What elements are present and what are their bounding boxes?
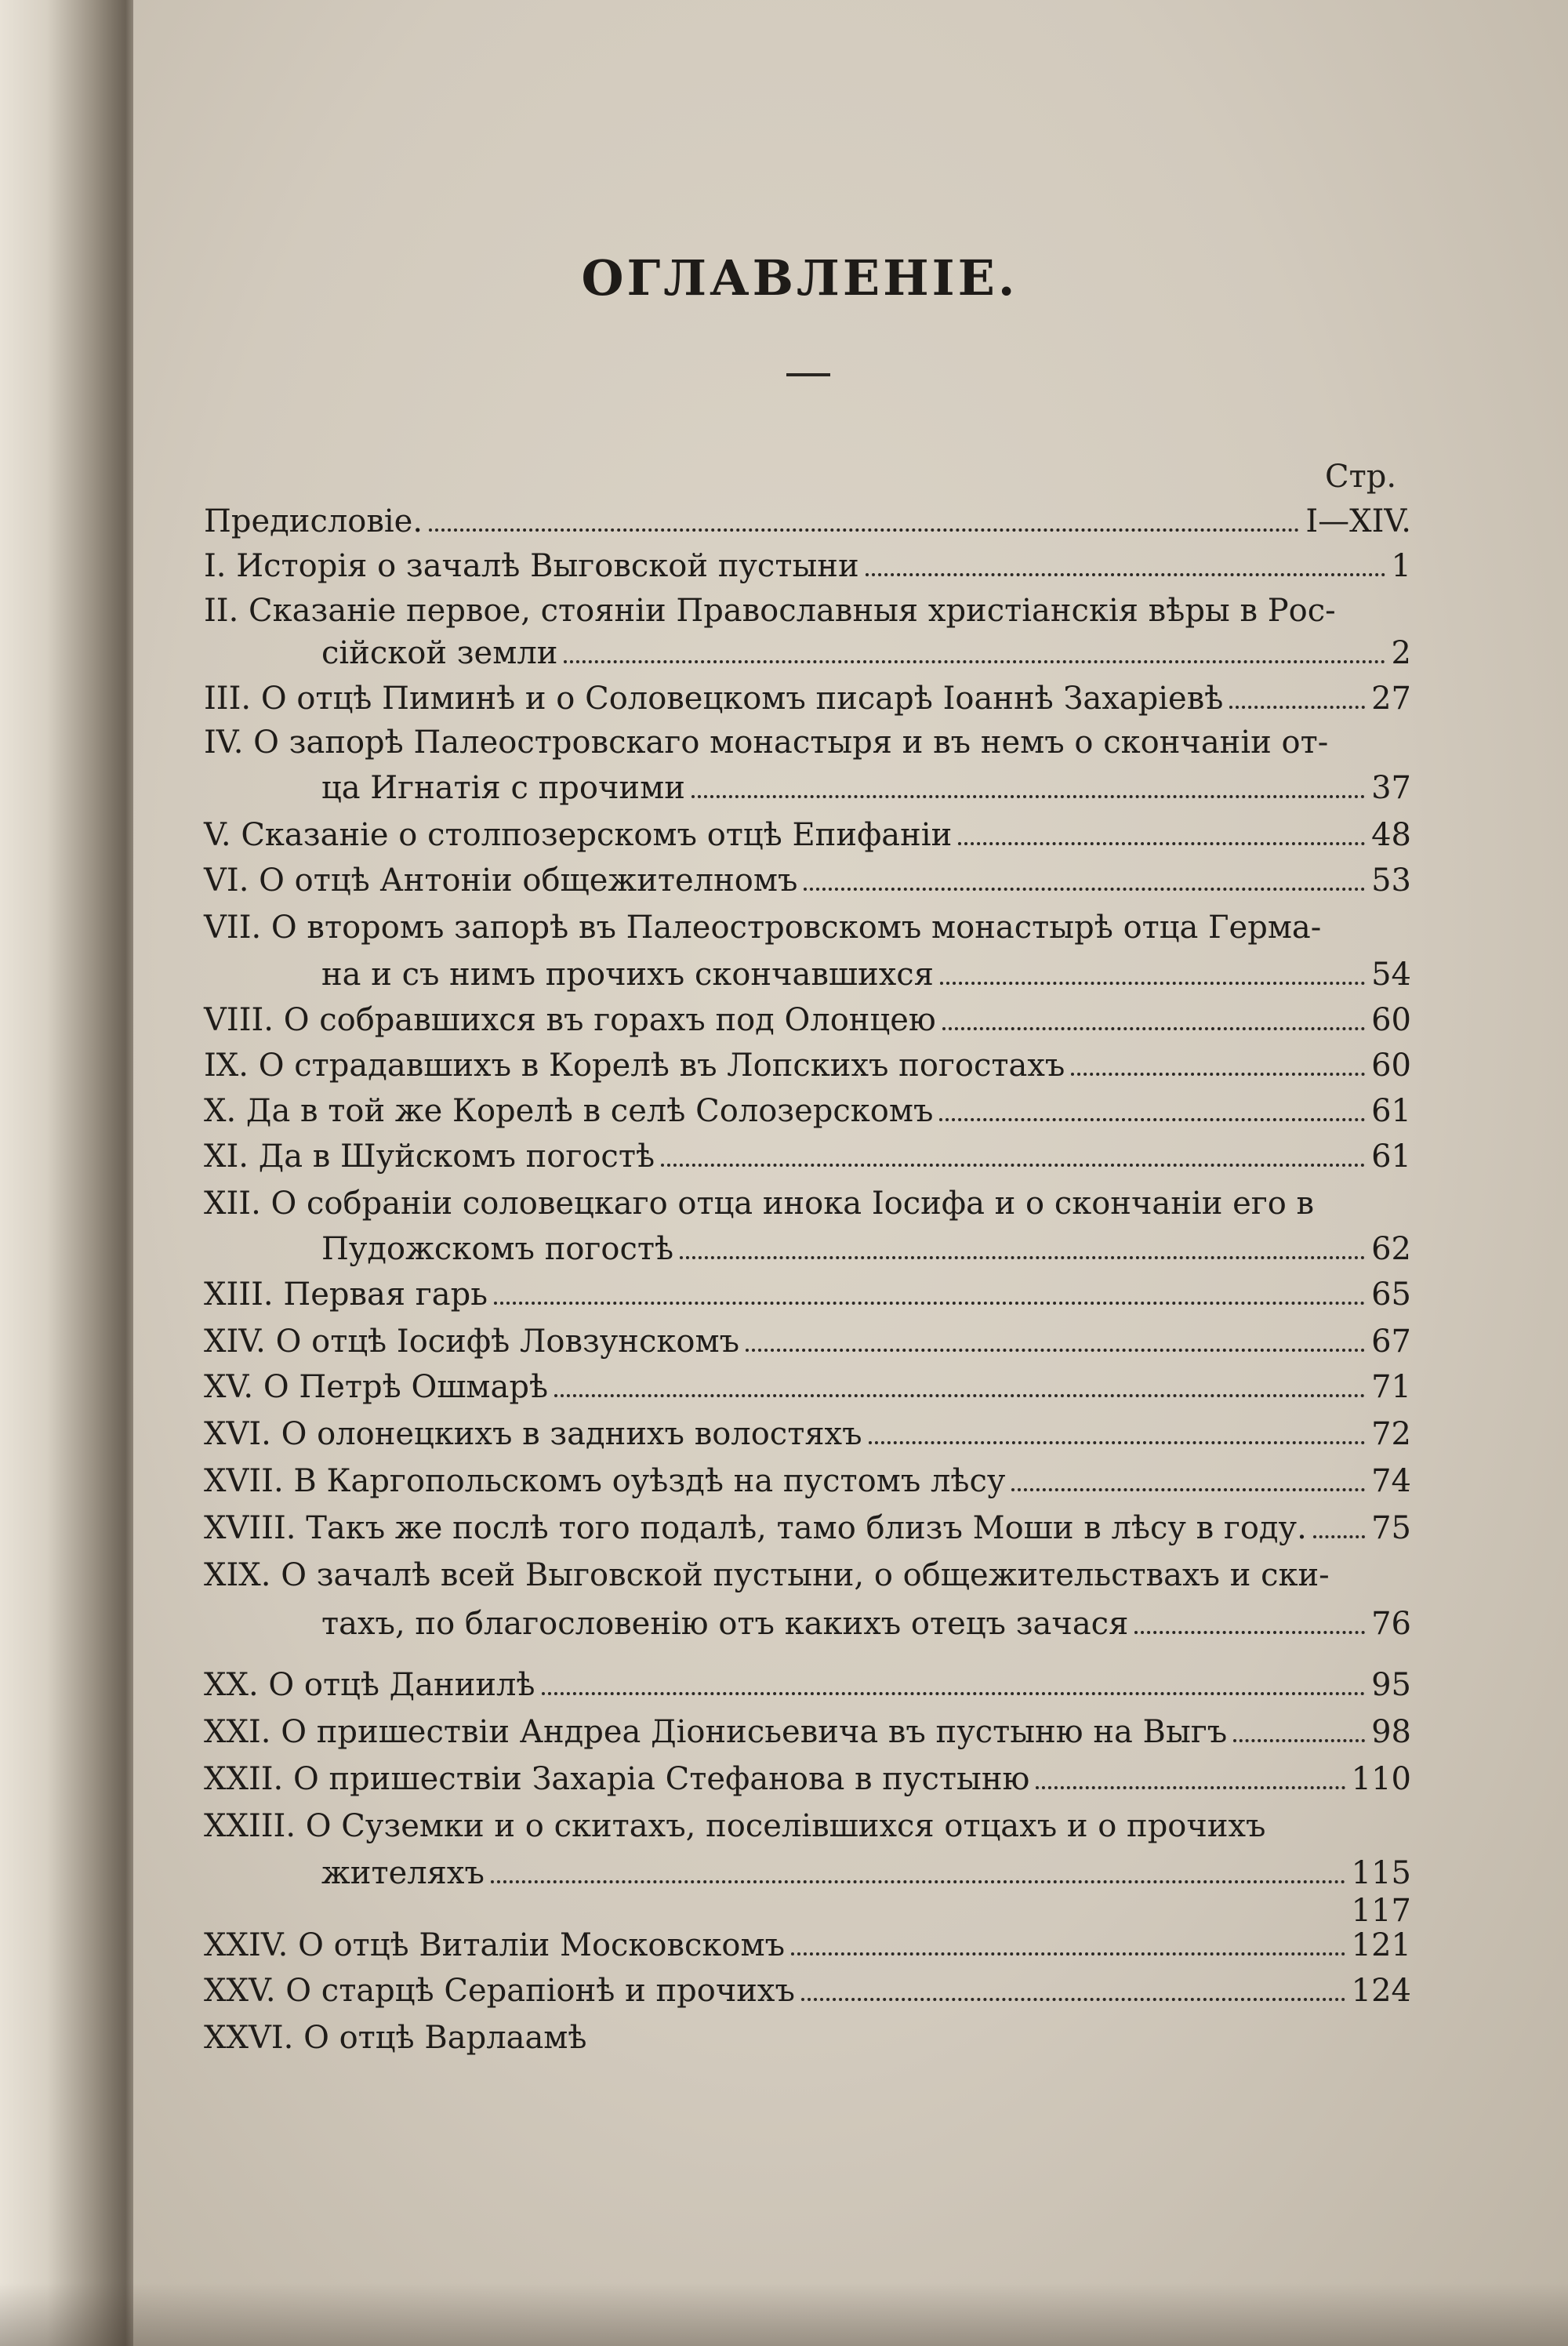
- toc-entry: [204, 1509, 1411, 1548]
- page-bottom-shadow: [0, 2283, 1568, 2346]
- toc-entry-page: 60: [1371, 1048, 1411, 1084]
- toc-entry-page: 76: [1371, 1606, 1411, 1642]
- toc-entry-text: О пришествіи Захаріа Стефанова в пустыню: [293, 1761, 1030, 1797]
- toc-entry-number: V.: [204, 817, 231, 853]
- toc-entry-page: 115: [1351, 1855, 1411, 1891]
- toc-entry: [204, 1367, 1411, 1407]
- toc-entry-text: О отцѣ Антоніи общежителномъ: [259, 862, 798, 899]
- toc-entry-page: 53: [1371, 862, 1411, 899]
- toc-entry-cont-text: на и съ нимъ прочихъ скончавшихся: [321, 957, 934, 993]
- toc-entry-cont-text: ца Игнатія с прочими: [321, 770, 685, 806]
- toc-entry-text: О запорѣ Палеостровскаго монастыря и въ немъ о скончаніи от-: [253, 724, 1329, 761]
- toc-entry-text: О зачалѣ всей Выговской пустыни, о общежительствахъ и ски-: [281, 1557, 1330, 1593]
- toc-entry-cont-text: жителяхъ: [321, 1855, 485, 1891]
- toc-entry-number: XV.: [204, 1369, 254, 1405]
- toc-entry-page: 60: [1371, 1002, 1411, 1038]
- toc-entry-page: 74: [1371, 1463, 1411, 1499]
- toc-entry-page: 124: [1351, 1973, 1411, 2009]
- leader-dots: [1229, 690, 1365, 709]
- toc-entry-number: IV.: [204, 724, 244, 761]
- toc-entry-text: О пришествіи Андреа Діонисьевича въ пустыню на Выгъ: [281, 1714, 1228, 1750]
- toc-entry-number: I.: [204, 548, 227, 584]
- leader-dots: [940, 966, 1365, 985]
- leader-dots: [958, 826, 1365, 845]
- toc-entry-text: Сказаніе о столпозерскомъ отцѣ Епифаніи: [241, 817, 953, 853]
- toc-entry-page: 75: [1371, 1510, 1411, 1546]
- toc-entry: [204, 908, 1411, 947]
- toc-entry: [204, 1046, 1411, 1085]
- toc-entry: [204, 1137, 1411, 1176]
- toc-entry-number: XVIII.: [204, 1510, 296, 1546]
- toc-entry-text: О старцѣ Серапіонѣ и прочихъ: [285, 1973, 795, 2009]
- toc-entry: [204, 1414, 1411, 1454]
- toc-entry: [204, 1000, 1411, 1040]
- leader-dots: [866, 557, 1385, 576]
- leader-dots: [661, 1148, 1365, 1167]
- toc-entry-text: О отцѣ Пиминѣ и о Соловецкомъ писарѣ Іоаннѣ Захаріевѣ: [260, 681, 1224, 717]
- toc-entry-number: XXIII.: [204, 1808, 296, 1844]
- toc-entry-text: Первая гарь: [283, 1276, 488, 1313]
- toc-entry-text: О Петрѣ Ошмарѣ: [263, 1369, 549, 1405]
- toc-entry-page: 61: [1371, 1093, 1411, 1129]
- toc-entry: [204, 1184, 1411, 1223]
- toc-entry-page: 121: [1351, 1927, 1411, 1963]
- toc-entry-page: 67: [1371, 1324, 1411, 1360]
- toc-entry-number: XXII.: [204, 1761, 284, 1797]
- toc-entry: [204, 723, 1411, 762]
- toc-entry: [204, 591, 1411, 630]
- leader-dots: [542, 1676, 1366, 1695]
- toc-entry-number: XXV.: [204, 1973, 276, 2009]
- toc-entry-number: III.: [204, 681, 252, 717]
- toc-entry-number: VI.: [204, 862, 249, 899]
- toc-entry-number: XI.: [204, 1138, 249, 1175]
- toc-entry-page: 72: [1371, 1416, 1411, 1452]
- toc-entry-text: О второмъ запорѣ въ Палеостровскомъ монастырѣ отца Герма-: [270, 910, 1322, 946]
- toc-entry: [204, 547, 1411, 586]
- toc-entry-number: VII.: [204, 910, 262, 946]
- page-title: ОГЛАВЛЕНІЕ.: [581, 249, 1018, 307]
- toc-entry-continuation: [321, 955, 1411, 994]
- toc-entry-text: О страдавшихъ в Корелѣ въ Лопскихъ погостахъ: [258, 1048, 1065, 1084]
- toc-entry-number: XVII.: [204, 1463, 284, 1499]
- leader-dots: [554, 1378, 1365, 1397]
- toc-entry-text: О собраніи соловецкаго отца инока Іосифа и о скончаніи его в: [270, 1186, 1315, 1222]
- toc-entry-number: XVI.: [204, 1416, 271, 1452]
- toc-entry-text: О отцѣ Даниилѣ: [268, 1667, 535, 1703]
- toc-entry-cont-text: тахъ, по благословенію отъ какихъ отецъ зачася: [321, 1606, 1129, 1642]
- toc-entry-number: IX.: [204, 1048, 249, 1084]
- toc-entry: [204, 1971, 1411, 2010]
- leader-dots: [869, 1425, 1366, 1444]
- leader-dots: [1071, 1057, 1365, 1076]
- toc-entry-page: 62: [1371, 1231, 1411, 1267]
- leader-dots: [1011, 1473, 1365, 1491]
- toc-entry-text: О олонецкихъ в заднихъ волостяхъ: [281, 1416, 862, 1452]
- toc-entry-page: 48: [1371, 817, 1411, 853]
- leader-dots: [1233, 1723, 1365, 1742]
- toc-entry: [204, 1760, 1411, 1799]
- toc-entry-text: О отцѣ Варлаамѣ: [303, 2020, 587, 2056]
- toc-entry-number: XX.: [204, 1667, 259, 1703]
- leader-dots: [1313, 1520, 1365, 1538]
- toc-entry-page: I—XIV.: [1305, 503, 1411, 539]
- toc-entry-continuation: [321, 634, 1411, 673]
- toc-entry-text: Да в Шуйскомъ погостѣ: [258, 1138, 655, 1175]
- toc-entry: [204, 1322, 1411, 1361]
- leader-dots: [804, 872, 1365, 891]
- toc-entry-number: XIII.: [204, 1276, 274, 1313]
- leader-dots: [746, 1333, 1365, 1352]
- toc-entry-number: XXI.: [204, 1714, 271, 1750]
- toc-entry-number: II.: [204, 593, 239, 629]
- toc-entry-text: Да в той же Корелѣ в селѣ Солозерскомъ: [245, 1093, 934, 1129]
- toc-entry: [204, 1712, 1411, 1752]
- toc-entry-page: 95: [1371, 1667, 1411, 1703]
- toc-entry-page: 2: [1391, 635, 1411, 671]
- leader-dots: [939, 1102, 1365, 1121]
- toc-entry-text: Исторія о зачалѣ Выговской пустыни: [236, 548, 859, 584]
- toc-entry-cont-text: сійской земли: [321, 635, 558, 671]
- toc-entry: [204, 1275, 1411, 1314]
- leader-dots: [942, 1011, 1365, 1030]
- leader-dots: [1036, 1770, 1345, 1789]
- leader-dots: [1134, 1615, 1365, 1634]
- leader-dots: [494, 1286, 1365, 1305]
- toc-entry: [204, 815, 1411, 855]
- page-column-header: Стр.: [1325, 459, 1397, 495]
- toc-entry-text: О собравшихся въ горахъ под Олонцею: [283, 1002, 936, 1038]
- toc-entry: [204, 679, 1411, 718]
- leader-dots: [491, 1865, 1345, 1883]
- toc-entry-number: X.: [204, 1093, 237, 1129]
- toc-entry-page: 117: [1351, 1893, 1411, 1929]
- toc-entry-number: XXIV.: [204, 1927, 289, 1963]
- toc-entry: [204, 502, 1411, 541]
- toc-entry-text: В Каргопольскомъ оуѣздѣ на пустомъ лѣсу: [293, 1463, 1006, 1499]
- toc-entry-text: О отцѣ Виталіи Московскомъ: [298, 1927, 786, 1963]
- leader-dots: [429, 513, 1299, 532]
- toc-entry: [204, 1556, 1411, 1595]
- toc-entry: [204, 2018, 1411, 2057]
- toc-entry: [204, 1462, 1411, 1501]
- toc-entry-cont-text: Пудожскомъ погостѣ: [321, 1231, 674, 1267]
- toc-entry-page: 1: [1391, 548, 1411, 584]
- leader-dots: [801, 1982, 1345, 2001]
- toc-entry: [204, 1807, 1411, 1846]
- toc-entry-continuation: [321, 1854, 1411, 1893]
- toc-entry-page: 37: [1371, 770, 1411, 806]
- toc-entry-text: Сказаніе первое, стояніи Православныя христіанскія вѣры в Рос-: [249, 593, 1336, 629]
- toc-entry-continuation: [321, 768, 1411, 808]
- toc-entry-number: XII.: [204, 1186, 261, 1222]
- toc-entry-page: 54: [1371, 957, 1411, 993]
- toc-entry-continuation: [321, 1604, 1411, 1643]
- toc-entry-number: XXVI.: [204, 2020, 294, 2056]
- toc-entry: [204, 1665, 1411, 1705]
- toc-entry: [204, 1091, 1411, 1131]
- leader-dots: [680, 1240, 1365, 1259]
- toc-entry: [204, 861, 1411, 900]
- toc-entry-text: Предисловіе.: [204, 503, 423, 539]
- leader-dots: [791, 1937, 1345, 1956]
- toc-entry-number: XIX.: [204, 1557, 271, 1593]
- leader-dots: [691, 779, 1365, 798]
- toc-entry: [204, 1926, 1411, 1965]
- toc-entry-page: 61: [1371, 1138, 1411, 1175]
- toc-entry-page: 71: [1371, 1369, 1411, 1405]
- toc-entry-page: 98: [1371, 1714, 1411, 1750]
- toc-entry-text: О Суземки и о скитахъ, поселівшихся отцахъ и о прочихъ: [305, 1808, 1266, 1844]
- toc-entry-number: XIV.: [204, 1324, 266, 1360]
- toc-entry-number: VIII.: [204, 1002, 274, 1038]
- toc-entry-page: 27: [1371, 681, 1411, 717]
- toc-entry-page: 65: [1371, 1276, 1411, 1313]
- toc-entry-text: Такъ же послѣ того подалѣ, тамо близъ Моши в лѣсу в году.: [306, 1510, 1307, 1546]
- toc-entry-page: 110: [1351, 1761, 1411, 1797]
- toc-entry-text: О отцѣ Іосифѣ Ловзунскомъ: [275, 1324, 740, 1360]
- toc-entry-continuation: [321, 1229, 1411, 1269]
- leader-dots: [564, 645, 1385, 663]
